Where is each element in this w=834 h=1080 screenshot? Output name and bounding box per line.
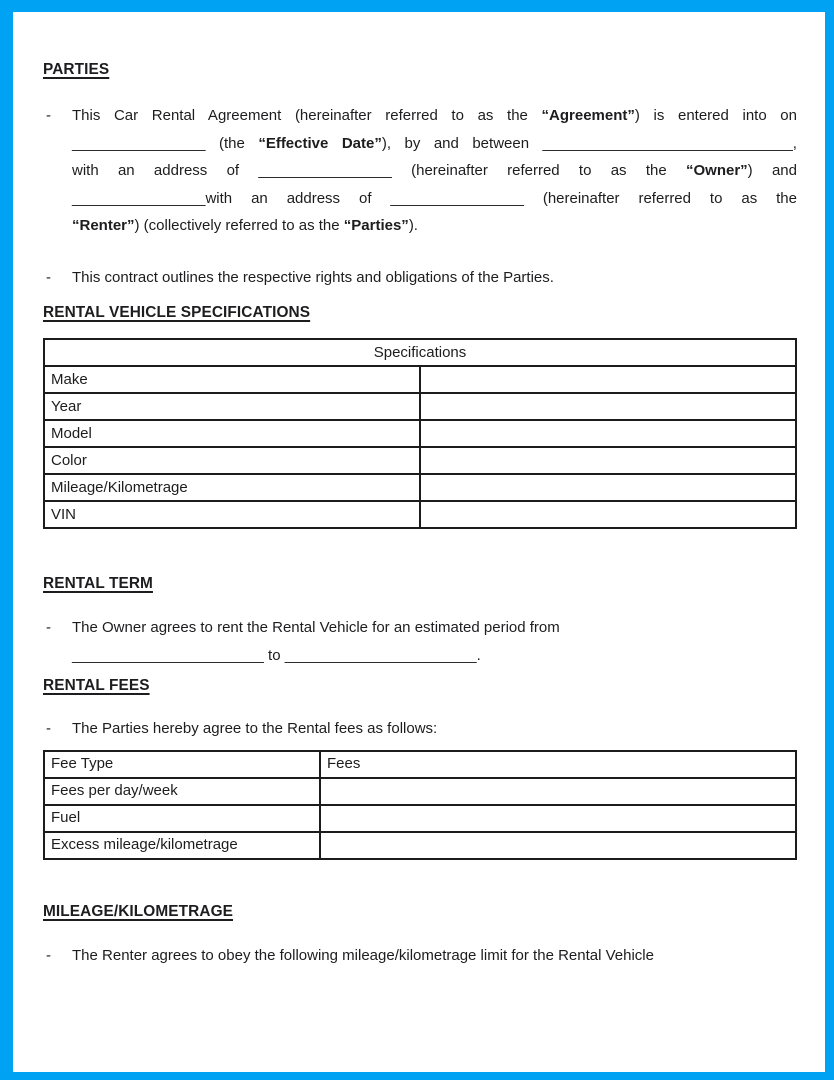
specifications-table: [43, 338, 797, 529]
heading-mileage-kilometrage: MILEAGE/KILOMETRAGE: [43, 902, 234, 920]
clause-text: ).: [408, 217, 418, 234]
spec-table-row: [44, 366, 796, 393]
parties-agreement-text: [72, 102, 797, 240]
rental-term-text: [72, 614, 797, 669]
specifications-table-title: Specifications: [44, 339, 796, 366]
fees-table-row: [44, 832, 796, 859]
spec-row-value-blank[interactable]: [420, 501, 796, 528]
defined-term: “Agreement”: [541, 107, 635, 124]
rental-fees-text: The Parties hereby agree to the Rental fees as follows:: [72, 720, 438, 737]
clause-rental-fees: [43, 715, 797, 743]
fees-table-header-row: [44, 751, 796, 778]
clause-parties-agreement: [43, 102, 797, 240]
bullet-dash: -: [46, 619, 51, 636]
fees-header-fee-type: Fee Type: [44, 751, 320, 778]
defined-term: “Effective Date”: [258, 134, 382, 152]
clause-text: ) and: [747, 162, 797, 179]
fees-header-fees: Fees: [320, 751, 796, 778]
clause-text: ) (collectively referred to as the: [134, 217, 344, 234]
heading-rental-fees: RENTAL FEES: [43, 677, 150, 694]
spec-row-label: Model: [44, 420, 420, 447]
fees-table-row: [44, 805, 796, 832]
spec-row-value-blank[interactable]: [420, 474, 796, 501]
fees-row-label: Excess mileage/kilometrage: [44, 832, 320, 859]
clause-text: ________________ (the: [72, 134, 259, 152]
clause-text: ________________with an address of ________________ (hereinafter referred to as the: [72, 189, 797, 207]
spec-row-value-blank[interactable]: [420, 366, 796, 393]
clause-mileage: [43, 942, 797, 970]
spec-table-row: [44, 420, 796, 447]
bullet-dash: -: [46, 946, 51, 964]
parties-clause-line: [72, 185, 797, 213]
spec-table-row: [44, 474, 796, 501]
clause-rental-term: [43, 614, 797, 669]
document-page: [13, 12, 825, 1072]
defined-term: “Renter”: [72, 217, 135, 234]
fees-row-label: Fees per day/week: [44, 778, 320, 805]
spec-row-label: Make: [44, 366, 420, 393]
spec-row-label: Mileage/Kilometrage: [44, 474, 420, 501]
spec-row-value-blank[interactable]: [420, 447, 796, 474]
clause-text: with an address of ________________ (hereinafter referred to as the: [72, 162, 686, 179]
defined-term: “Parties”: [343, 217, 409, 234]
mileage-text: The Renter agrees to obey the following mileage/kilometrage limit for the Rental Vehicle: [72, 946, 654, 964]
clause-text: ) is entered into on: [634, 107, 797, 124]
parties-clause-line: [72, 102, 797, 130]
rental-term-dates-blank[interactable]: _______________________ to _______________________.: [72, 646, 481, 664]
rental-term-line-1: The Owner agrees to rent the Rental Vehicle for an estimated period from: [72, 619, 560, 636]
clause-parties-contract: [43, 264, 797, 292]
parties-contract-text: This contract outlines the respective rights and obligations of the Parties.: [72, 268, 554, 286]
fees-table-row: [44, 778, 796, 805]
spec-table-row: [44, 393, 796, 420]
bullet-dash: -: [46, 107, 51, 124]
heading-parties: PARTIES: [43, 61, 110, 78]
heading-rental-vehicle-specifications: RENTAL VEHICLE SPECIFICATIONS: [43, 304, 311, 321]
spec-table-row: [44, 447, 796, 474]
bullet-dash: -: [46, 720, 51, 737]
fees-row-value-blank[interactable]: [320, 832, 796, 859]
fees-row-value-blank[interactable]: [320, 805, 796, 832]
spec-row-label: Year: [44, 393, 420, 420]
spec-row-value-blank[interactable]: [420, 420, 796, 447]
clause-text: ), by and between ______________________________,: [381, 134, 797, 152]
defined-term: “Owner”: [685, 162, 748, 179]
spec-row-label: VIN: [44, 501, 420, 528]
spec-row-value-blank[interactable]: [420, 393, 796, 420]
specifications-table-title-row: [44, 339, 796, 366]
heading-rental-term: RENTAL TERM: [43, 575, 153, 592]
fees-table: [43, 750, 797, 860]
clause-text: This Car Rental Agreement (hereinafter referred to as the: [72, 107, 542, 124]
parties-clause-line: [72, 130, 797, 158]
parties-clause-line: [72, 157, 797, 185]
spec-table-row: [44, 501, 796, 528]
fees-row-label: Fuel: [44, 805, 320, 832]
spec-row-label: Color: [44, 447, 420, 474]
parties-clause-line: [72, 212, 797, 240]
bullet-dash: -: [46, 268, 51, 286]
fees-row-value-blank[interactable]: [320, 778, 796, 805]
